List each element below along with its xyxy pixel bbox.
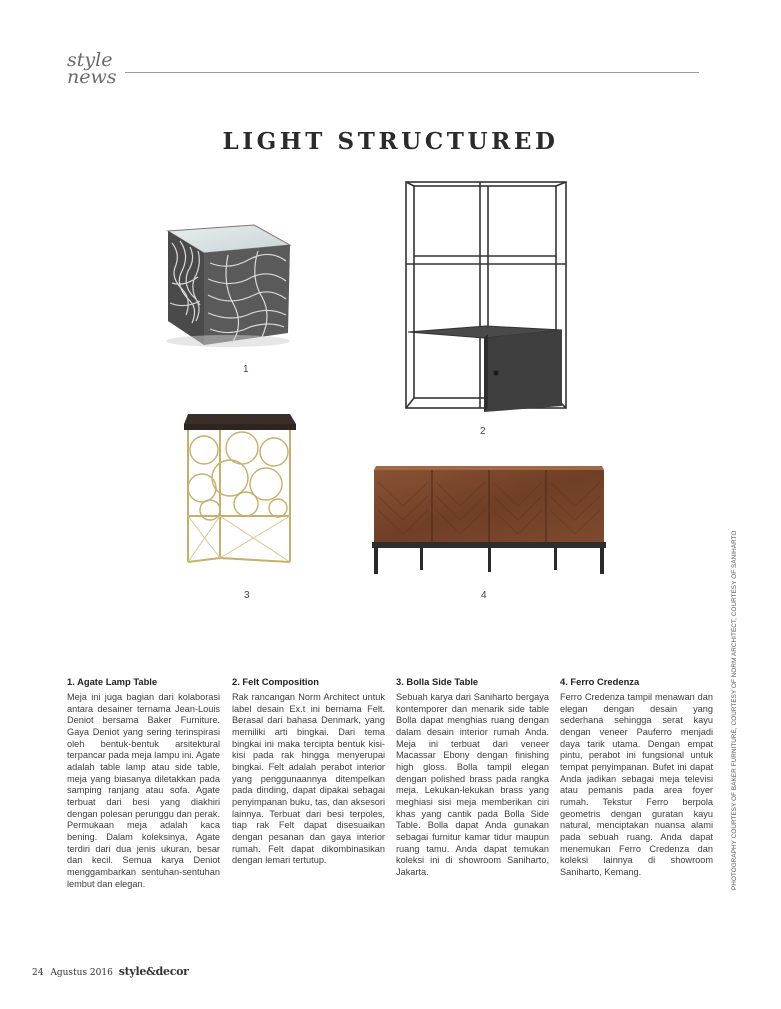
section-tag-style: style bbox=[67, 49, 113, 71]
article-body: Meja ini juga bagian dari kolaborasi antara desainer ternama Jean-Louis Deniot bersama Baker Furniture. Gaya Deniot yang sering terinspirasi oleh bentuk-bentuk arsitektural terpancar pada meja lampu ini. Agate adalah table lamp atau side table, meja yang biasanya diletakkan pada samping ranjang atau sofa. Agate terbuat dari besi yang diakhiri dengan polesan perunggu dan perak. Permukaan meja adalah kaca bening. Dalam koleksinya, Agate terdiri dari dua jenis ukuran, besar dan kecil. Semua karya Deniot menggambarkan sentuhan-sentuhan lembut dan elegan. bbox=[67, 692, 220, 889]
figure-number-1: 1 bbox=[243, 364, 249, 375]
page-title: LIGHT STRUCTURED bbox=[222, 128, 559, 155]
article-heading: 2. Felt Composition bbox=[232, 676, 319, 687]
agate-lamp-table-image bbox=[158, 223, 294, 349]
article-body: Ferro Credenza tampil menawan dan elegan dengan desain yang sederhana sehingga serat kayu dengan veneer Pauferro menjadi daya tarik utama. Dengan empat pintu, perabot ini fungsional untuk tempat penyimpanan. Bufet ini dapat Anda jadikan sebagai meja televisi atau pemanis pada area foyer rumah. Tekstur Ferro berpola geometris dengan guratan kayu natural, menciptakan nuansa alami pada sebuah ruang. Anda dapat menemukan Ferro Credenza dan koleksi lainnya di showroom Saniharto, Kemang. bbox=[560, 692, 713, 877]
article-bolla bbox=[396, 676, 549, 879]
magazine-brand: style&decor bbox=[118, 965, 189, 978]
issue-date: Agustus 2016 bbox=[50, 968, 113, 978]
section-tag-news: news bbox=[67, 66, 117, 88]
article-agate bbox=[67, 676, 220, 890]
article-ferro bbox=[560, 676, 713, 879]
article-heading: 1. Agate Lamp Table bbox=[67, 676, 158, 687]
article-body: Sebuah karya dari Saniharto bergaya kontemporer dan menarik side table Bolla dapat menghias ruang dengan dalam desain interior rumah Anda. Meja ini terbuat dari veneer Macassar Ebony dengan finishing high gloss. Bolla tampil elegan dengan polished brass pada rangka meja. Lekukan-lekukan brass yang meghiasi sisi meja memberikan ciri khas yang cantik pada Bolla Side Table. Bolla dapat Anda gunakan sebagai furnitur kamar tidur maupun ruang tamu. Anda dapat temukan koleksi ini di showroom Saniharto, Jakarta. bbox=[396, 692, 549, 877]
ferro-credenza-image bbox=[368, 462, 608, 580]
figure-number-4: 4 bbox=[481, 590, 487, 601]
photo-credit: PHOTOGRAPHY COURTESY OF BAKER FURNITURE, COURTESY OF NORM ARCHITECT, COURTESY OF SANIHARTO bbox=[731, 530, 738, 890]
section-tag bbox=[67, 49, 117, 88]
article-heading: 4. Ferro Credenza bbox=[560, 676, 640, 687]
article-heading: 3. Bolla Side Table bbox=[396, 676, 479, 687]
bolla-side-table-image bbox=[180, 412, 298, 568]
article-felt bbox=[232, 676, 385, 867]
header-rule bbox=[125, 72, 699, 73]
figure-number-2: 2 bbox=[480, 426, 486, 437]
article-body: Rak rancangan Norm Architect untuk label desain Ex.t ini bernama Felt. Berasal dari bahasa Denmark, yang memiliki arti bingkai. Dari tema bingkai ini maka tercipta bentuk kisi-kisi pada rak hingga menyerupai bingkai. Felt adalah perabot interior yang penggunaannya ditempelkan pada dinding, dapat dipakai sebagai penyimpanan buku, tas, dan aksesori lainnya. Terbuat dari besi terpoles, tiap rak Felt dapat disesuaikan dengan pesanan dan gaya interior rumah. Felt dapat dikombinasikan dengan lemari tertutup. bbox=[232, 692, 385, 866]
felt-composition-image bbox=[400, 180, 572, 422]
page-number: 24 bbox=[32, 968, 44, 978]
page-footer bbox=[32, 965, 189, 978]
figure-number-3: 3 bbox=[244, 590, 250, 601]
